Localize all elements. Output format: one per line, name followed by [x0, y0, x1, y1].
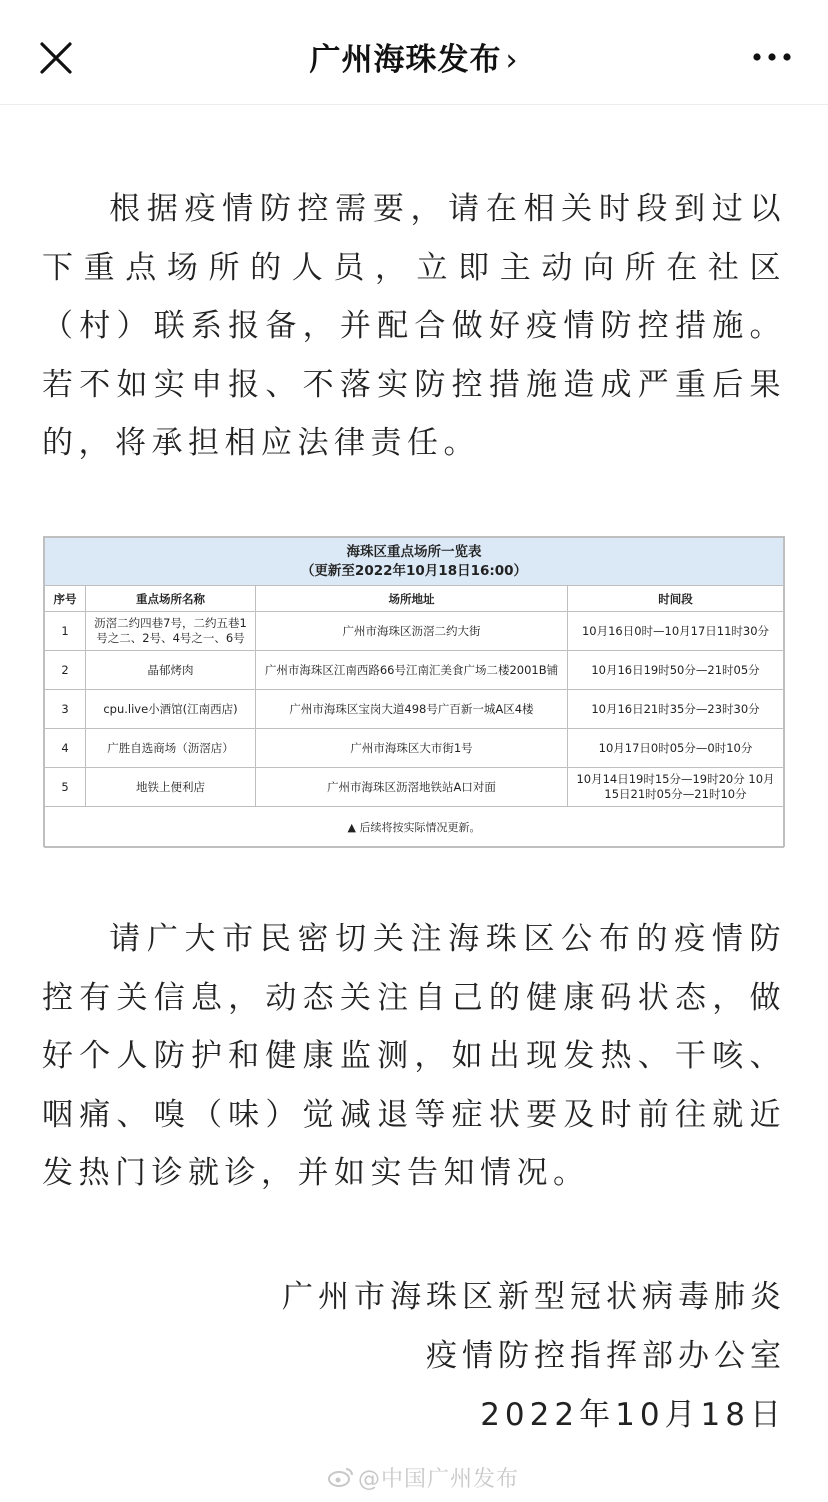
col-header-no: 序号 — [45, 586, 86, 612]
cell-time: 10月16日21时35分—23时30分 — [568, 690, 784, 729]
cell-name: cpu.live小酒馆(江南西店) — [86, 690, 256, 729]
table-note-row — [45, 807, 784, 848]
chevron-right-icon: › — [505, 43, 519, 78]
intro-paragraph-text: 根据疫情防控需要，请在相关时段到过以下重点场所的人员，立即主动向所在社区（村）联系报备，并配合做好疫情防控措施。若不如实申报、不落实防控措施造成严重后果的，将承担相应法律责任。 — [42, 191, 786, 461]
table-subtitle: （更新至2022年10月18日16:00） — [300, 562, 528, 579]
signature-org-line2: 疫情防控指挥部办公室 — [426, 1338, 786, 1374]
cell-time: 10月16日0时—10月17日11时30分 — [568, 612, 784, 651]
top-bar — [0, 0, 828, 105]
table-row — [45, 690, 784, 729]
account-title-link[interactable] — [0, 34, 828, 79]
cell-address: 广州市海珠区大市街1号 — [256, 729, 568, 768]
cell-time: 10月17日0时05分—0时10分 — [568, 729, 784, 768]
table-header-row — [45, 586, 784, 612]
col-header-name: 重点场所名称 — [86, 586, 256, 612]
cell-time: 10月14日19时15分—19时20分 10月15日21时05分—21时10分 — [568, 768, 784, 807]
cell-name: 广胜自选商场（沥滘店） — [86, 729, 256, 768]
cell-name: 晶郁烤肉 — [86, 651, 256, 690]
key-locations-table — [43, 536, 785, 847]
signature-date: 2022年10月18日 — [480, 1397, 786, 1433]
table-note: ▲ 后续将按实际情况更新。 — [45, 807, 784, 848]
cell-name: 地铁上便利店 — [86, 768, 256, 807]
watermark-text: @中国广州发布 — [358, 1467, 520, 1492]
signature-org-line1: 广州市海珠区新型冠状病毒肺炎 — [282, 1279, 786, 1315]
table-row — [45, 729, 784, 768]
cell-no: 4 — [45, 729, 86, 768]
account-title: 广州海珠发布 — [309, 42, 502, 78]
cell-no: 3 — [45, 690, 86, 729]
table-row — [45, 768, 784, 807]
cell-no: 2 — [45, 651, 86, 690]
advice-paragraph-text: 请广大市民密切关注海珠区公布的疫情防控有关信息，动态关注自己的健康码状态，做好个人防护和健康监测，如出现发热、干咳、咽痛、嗅（味）觉减退等症状要及时前往就近发热门诊就诊，并如实告知情况。 — [42, 921, 786, 1191]
table-title-row — [45, 538, 784, 586]
cell-address: 广州市海珠区沥滘地铁站A口对面 — [256, 768, 568, 807]
col-header-address: 场所地址 — [256, 586, 568, 612]
cell-address: 广州市海珠区宝岗大道498号广百新一城A区4楼 — [256, 690, 568, 729]
weibo-icon — [328, 1466, 354, 1494]
table-title: 海珠区重点场所一览表 — [346, 543, 482, 560]
cell-no: 1 — [45, 612, 86, 651]
intro-paragraph — [42, 180, 786, 473]
table-row — [45, 651, 784, 690]
more-dots-icon[interactable] — [752, 49, 792, 65]
table-row — [45, 612, 784, 651]
cell-time: 10月16日19时50分—21时05分 — [568, 651, 784, 690]
cell-no: 5 — [45, 768, 86, 807]
advice-paragraph — [42, 910, 786, 1203]
weibo-watermark — [328, 1462, 519, 1494]
col-header-time: 时间段 — [568, 586, 784, 612]
cell-address: 广州市海珠区江南西路66号江南汇美食广场二楼2001B铺 — [256, 651, 568, 690]
cell-address: 广州市海珠区沥滘二约大街 — [256, 612, 568, 651]
cell-name: 沥滘二约四巷7号，二约五巷1号之二、2号、4号之一、6号 — [86, 612, 256, 651]
